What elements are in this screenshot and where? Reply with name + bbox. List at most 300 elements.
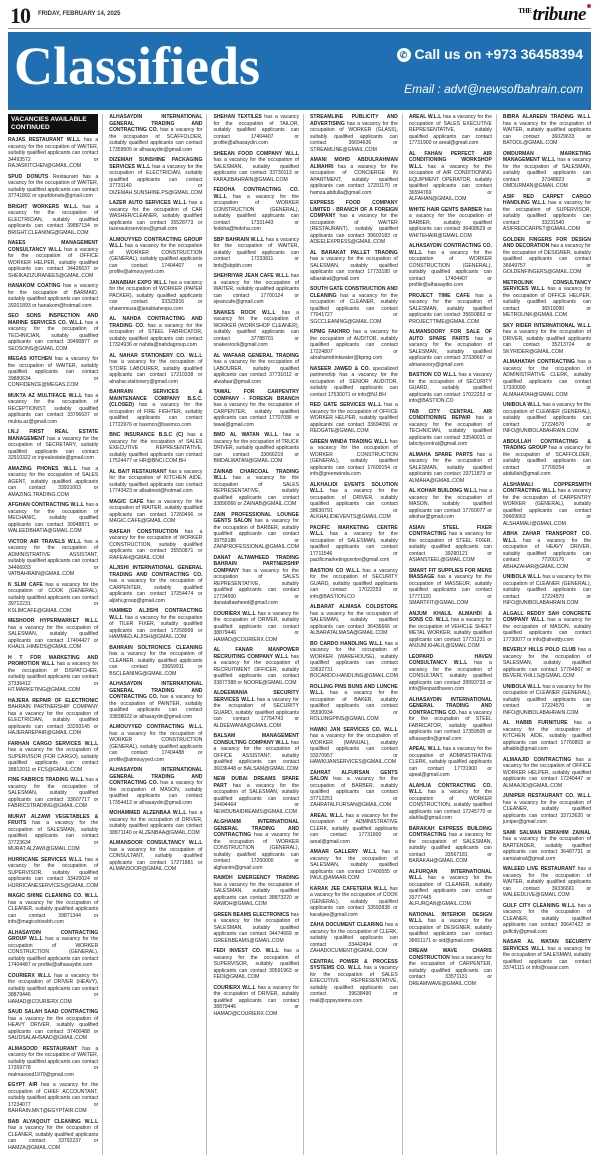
classified-ad bbox=[8, 582, 98, 615]
column-5 bbox=[409, 114, 497, 1155]
ad-body-text: has a vacancy for the occupation of ADMINISTRATIVE ASSISTANT, suitably qualified applicants can contact 34466933 or VATBAHRAIN@GMAIL.COM bbox=[8, 538, 99, 577]
classified-ad bbox=[310, 250, 398, 283]
ad-company-name: FARHAN CARGO SERVICES W.L.L bbox=[8, 740, 99, 747]
ad-company-name: BAB ALYAQOUT CLEANING W.L.L bbox=[8, 1118, 99, 1125]
ad-company-name: SAMI SALMAN EBRAHIM ZAINAL bbox=[502, 829, 591, 836]
classified-ad bbox=[310, 922, 398, 955]
classified-ad bbox=[409, 243, 492, 289]
ad-body-text: has a vacancy for the occupation of SUPERVISOR (FOR CARGO), suitably qualified applicants can contact 38812011 or FCS@GMAIL.COM bbox=[8, 747, 99, 773]
classified-ad bbox=[213, 733, 299, 772]
ad-company-name: UNIBOLA W.L.L bbox=[502, 574, 541, 580]
ad-body-text: has a vacancy for the occupation of CLEANER, suitably qualified applicants can contact 33659911 or BSCLEANING@GMAIL.COM bbox=[109, 651, 203, 677]
ad-company-name: ALKHALIDI EVENTS SOLUTION W.L.L bbox=[310, 481, 398, 494]
classified-ad bbox=[503, 114, 591, 147]
classified-ad bbox=[310, 286, 398, 325]
ad-body-text: has a vacancy for the occupation of WAITER, suitably qualified applicants can contact 39880634 or CONFIDENCE@MEGAS.COM bbox=[8, 356, 99, 388]
ad-company-name: VICTOR AIR TRAVELS W.L.L bbox=[8, 538, 82, 545]
ad-body-text: has a vacancy for the occupation of SUPERVISOR, suitably qualified applicants can contact 33231540 or ASIFREDCARPET@GMAIL.COM bbox=[502, 200, 591, 232]
ad-body-text: has a vacancy for the occupation of CARPENTER, suitably qualified applicants can contact 17707086 or tawal@gmail.com bbox=[213, 402, 299, 428]
ad-body-text: has a vacancy for the occupation of SALES AGENT, suitably qualified applicants can contact 33921003 or AMAZING.TRADING.COM bbox=[8, 465, 99, 498]
ad-body-text: has a vacancy for the occupation of CLEANER (GENERAL), suitably qualified applicants can contact 17224570 or INFO@UNIBOLABAHRAIN.COM bbox=[502, 574, 592, 606]
ad-body-text: has a vacancy for the occupation of SALESMAN, suitably qualified applicants can contact 17711546 or pacificmarketingcentre@gmail.com bbox=[310, 531, 398, 563]
ad-body-text: has a vacancy for the occupation of CLEANER (GENERAL), suitably qualified applicants can contact 17224570 or INFO@UNIBOLABAHRAIN.COM bbox=[502, 402, 592, 434]
classified-ad bbox=[109, 810, 202, 836]
ad-body-text: has a vacancy for the occupation of DESIGNER, suitably qualified applicants can contact 36649757 or GOLDENFINGERS@GMAIL.COM bbox=[502, 243, 591, 275]
classified-ad bbox=[213, 948, 299, 981]
classified-ad bbox=[503, 720, 591, 753]
ad-company-name: GULF CITY CLEANING W.L.L bbox=[502, 902, 576, 909]
ad-company-name: NASEER JAWED & CO. bbox=[310, 365, 370, 372]
ad-body-text: has a vacancy for the occupation of SALES REPRESENTATIVE, suitably qualified applicants can contact 33890066 or ZAINAB@GMAIL.COM bbox=[213, 475, 299, 507]
ad-company-name: ALFURQAN INTERNATIONAL W.L.L bbox=[408, 868, 492, 881]
ad-body-text: has a vacancy for the occupation of BARMAID, suitably qualified applicants can contact 39201893 or hanakom@hotmail.com bbox=[8, 283, 99, 309]
ad-body-text: has a vacancy for the occupation of WORKER (WORKSHOP CLEANER), suitably qualified applicants can contact 37788701 or snakesrock@gmail.com bbox=[213, 309, 299, 348]
ad-company-name: BASTION CO W.L.L bbox=[310, 567, 360, 574]
ad-body-text: has a vacancy for the occupation of COOK (GENERAL), suitably qualified applicants can contact 39712231 or KSLIMCAFE@GMAIL.COM bbox=[8, 581, 99, 614]
ad-company-name: METROLINK CONSULTANCY SERVICES W.L.L bbox=[502, 279, 591, 292]
ad-body-text: has a vacancy for the occupation of WORKER CONSTRUCTION, suitably qualified applicants can contact 17245770 or alahlia@gmail.com bbox=[408, 789, 492, 821]
ad-company-name: JUNIPER RESTAURANT CO. W.L.L bbox=[502, 793, 591, 799]
ad-body-text: has a vacancy for the occupation of STORE LABOURER, suitably qualified applicants can contact 17210338 or alnahar.stationery@gmail.com bbox=[109, 359, 203, 385]
banner-email: Email : advt@newsofbahrain.com bbox=[404, 82, 583, 96]
ad-body-text: has a vacancy for the occupation of DRIVER (HEAVY), suitably qualified applicants can contact 38879446 or HAMAD@COURIERX.COM bbox=[8, 972, 99, 1005]
ad-body-text: has a vacancy for the occupation of CHIEF ACCOUNTANT, suitably qualified applicants can contact 17234077 or BAHRAIN.MKT@EGYPTAIR.COM bbox=[8, 1082, 99, 1114]
classified-ad bbox=[503, 757, 591, 790]
classified-ad bbox=[310, 727, 398, 766]
ad-body-text: has a vacancy for the occupation of TECHNICIAN, suitably qualified applicants can contact 39490877 or SEOSONS@GMAIL.COM bbox=[8, 319, 99, 352]
ad-company-name: AL FAHAN PERFECT AIR CONDITIONING WORKSHOP W.L.L bbox=[408, 150, 492, 170]
ad-company-name: COURIERX W.L.L bbox=[213, 984, 256, 991]
ad-body-text: has a vacancy for the occupation of WAITER (RESTAURANT), suitably qualified applicants can contact 39603183 or ADEELEXPRESS@GMAIL.COM bbox=[310, 213, 398, 245]
classified-ad bbox=[109, 499, 202, 525]
ad-company-name: EXPRESS FOOD COMPANY LIMITED - BRANCH OF A FOREIGN COMPANY bbox=[310, 200, 398, 219]
classified-ad bbox=[213, 310, 299, 349]
ad-body-text: has a vacancy for the occupation of DRIVER, suitably qualified applicants can contact 38879446 or HAMAD@COURIERX.COM bbox=[213, 984, 300, 1017]
ad-body-text: has a vacancy for the occupation of CLEANER, suitably qualified applicants can contact 39647422 or gulfcity@gmail.com bbox=[502, 902, 591, 935]
ad-company-name: AFGHAN CONTRACTING W.L.L bbox=[8, 502, 85, 508]
ad-company-name: ANJUM KHALIL ALMAHDI & SONS CO. W.L.L bbox=[408, 610, 492, 623]
ad-company-name: HAJERA REPAIR OF ELECTRONIC bbox=[8, 697, 99, 704]
ad-body-text: has a vacancy for the occupation of CLEANER, suitably qualified applicants can contact 33792237 or HAMZA@GMAIL.COM bbox=[8, 1125, 99, 1151]
ad-company-name: SMART FIT SUPPLIES FOR MENS MASSAGE bbox=[408, 567, 492, 580]
ad-company-name: ALJISHI INTERNATIONAL GENERAL TRADING AND CONTRACTING CO. bbox=[109, 565, 203, 578]
ad-company-name: MURAT ALZAWI VEGETABLES & FRUITS bbox=[8, 813, 99, 826]
classified-columns bbox=[8, 114, 592, 1151]
ad-company-name: AL FANAR MANPOWER RECRUITING COMPANY W.L.L bbox=[213, 647, 299, 660]
classified-ad bbox=[8, 240, 98, 279]
ad-body-text: has a vacancy for the occupation of SALESMAN, suitably qualified applicants can contact 34474669 or GREENBEAMS@GMAIL.COM bbox=[213, 911, 299, 944]
classified-ad bbox=[213, 237, 299, 270]
classified-ad bbox=[213, 187, 299, 233]
ad-body-text: has a vacancy for the occupation of DRIVER, suitably qualified applicants can contact 35213724 or SKYRIDER@GMAIL.COM bbox=[502, 329, 591, 355]
ad-body-text: has a vacancy for the occupation of WORKER CONSTRUCTION (GENERAL), suitably qualified applicants can contact 17331443 or fedoha@fedoha.com bbox=[213, 193, 299, 232]
ad-company-name: UNIBOLA W.L.L bbox=[502, 402, 541, 408]
ad-body-text: has a vacancy for the occupation of WAITER, suitably qualified applicants can contact 34493572 or RAJASKITCHEN@GMAIL.COM bbox=[8, 137, 99, 169]
ad-company-name: RAJAS RESTAURANT W.L.L bbox=[8, 137, 81, 143]
ad-body-text: has a vacancy for the occupation of SALESMAN, suitably qualified applicants can contact 17733180 or albarakat@gmail.com bbox=[310, 256, 398, 282]
ad-company-name: BALSAM MANAGEMENT CONSULTING COMPANY W.L.L bbox=[213, 733, 299, 746]
ad-company-name: PACIFIC MARKETING CENTRE W.L.L bbox=[310, 524, 398, 537]
ad-body-text: has a vacancy for the occupation of SALES EXECUTIVE REPRESENTATIVE, suitably qualified applicants can contact 17524477 or HR@BNCI.COM.BH bbox=[109, 432, 203, 464]
ad-body-text: has a vacancy for the occupation of WORKER CONSTRUCTION (GENERAL), suitably qualified applicants can contact 17600154 or info@greenwinda.com bbox=[310, 438, 398, 477]
classified-ad bbox=[213, 985, 299, 1018]
ad-company-name: KARAK JEE CAFETERIA W.L.L bbox=[310, 885, 388, 892]
classified-ad bbox=[109, 432, 202, 465]
ad-body-text: has a vacancy for the occupation of SALESMAN, suitably qualified applicants can contact 17404427 or KHALIL.HIMEDS@GMAIL.COM bbox=[8, 624, 99, 650]
ad-body-text: has a vacancy for the occupation of ADMINISTRATIVE CLERK, suitably qualified applicants can contact 17731900 or apeal@gmail.com bbox=[408, 746, 492, 778]
ad-body-text: has a vacancy for the occupation of DRIVER, suitably qualified applicants can contact 38879446 or HAMAD@COURIERX.COM bbox=[213, 610, 300, 643]
classified-ad bbox=[310, 157, 398, 196]
classified-ad bbox=[109, 157, 202, 196]
ad-company-name: SAUD SALAH SAAD CONTRACTING bbox=[8, 1009, 99, 1015]
ad-company-name: ALHASAYDIN CONTRACTING GROUP W.L.L bbox=[8, 929, 99, 942]
classified-ad bbox=[213, 389, 299, 428]
classified-ad bbox=[109, 681, 202, 720]
ad-body-text: has a vacancy for the occupation of OFFICE HELPER, suitably qualified applicants can contact 36519090 or METROLINK@GMAIL.COM bbox=[502, 286, 592, 318]
ad-body-text: has a vacancy for the occupation of SALESMAN, suitably qualified applicants can contact 37348823 or OMDURMAN@GMAIL.COM bbox=[502, 157, 591, 189]
ad-body-text: has a vacancy for the occupation of CARPENTER, suitably qualified applicants can contact 33571131 or DREAMWAVE@GMAIL.COM bbox=[408, 954, 492, 987]
classifieds-banner bbox=[8, 32, 591, 110]
ad-company-name: BO CARDO HANDLING W.L.L bbox=[310, 640, 383, 647]
classified-ad bbox=[503, 402, 591, 435]
classified-ad bbox=[8, 618, 98, 651]
ad-body-text: has a vacancy for the occupation of SALESMAN, suitably qualified applicants can contact 36436666 or ALBARATALMASA@GMAIL.COM bbox=[310, 610, 398, 636]
classified-ad bbox=[503, 482, 591, 528]
ad-body-text: has a vacancy for the occupation of SECRETARY, suitably qualified applicants can contact 32910322 or injrealestate@gmail.com bbox=[8, 435, 99, 461]
ad-company-name: HAMMED ALJISHI CONTRACTING W.L.L bbox=[109, 608, 203, 621]
ad-company-name: APEAL W.L.L bbox=[408, 746, 442, 752]
ad-company-name: ALHASAYDIN INTERNATIONAL GENERAL TRADING AND CONTRACTING CO. bbox=[109, 114, 203, 133]
banner-phone bbox=[397, 46, 584, 62]
ad-company-name: FEDOHA CONTRACTING CO. W.L.L bbox=[213, 187, 299, 200]
ad-body-text: has a vacancy for the occupation of SECURITY GUARD, suitably qualified applicants can contact 17022253 or info@BASTION.CO bbox=[310, 567, 398, 600]
ad-body-text: has a vacancy for the occupation of MECHANIC, suitably qualified applicants can contact 39948871 or WALEEDBHATIA@GMAIL.COM bbox=[8, 502, 99, 534]
classified-ad bbox=[409, 826, 492, 865]
classified-ad bbox=[213, 151, 299, 184]
ad-company-name: SOUTH GATE CONSTRUCTION AND CLEANING bbox=[310, 286, 398, 299]
banner-title: Classifieds bbox=[14, 36, 261, 96]
ad-body-text: has a vacancy for the occupation of BARBER, suitably qualified applicants can contact 37712251 or ZAHRATALFURSAN@GMAIL.COM bbox=[310, 776, 398, 808]
ad-company-name: ALMOUYYED CONTRACTING W.L.L bbox=[109, 724, 203, 730]
ad-company-name: ALMANSOOR CONSULTANCY W.L.L bbox=[109, 840, 203, 846]
ad-body-text: has a vacancy for the occupation of SALESMAN, suitably qualified applicants can contact 37338667 or almansoory@gmail.com bbox=[408, 335, 492, 368]
classified-ad bbox=[213, 114, 299, 147]
classified-ad bbox=[310, 439, 398, 478]
ad-company-name: ALGHANIM INTERNATIONAL GENERAL TRADING AND CONTRACTING bbox=[213, 819, 299, 838]
ad-company-name: OMDURMAN MARKETING MANAGEMENT W.L.L bbox=[502, 150, 591, 163]
ad-company-name: ALMAHATAH CONTRACTING bbox=[502, 359, 575, 365]
classified-ad bbox=[109, 237, 202, 276]
classified-ad bbox=[310, 849, 398, 882]
classified-ad bbox=[8, 1119, 98, 1152]
classified-ad bbox=[409, 207, 492, 240]
ad-body-text: has a vacancy for the occupation of TRUCK DRIVER, suitably qualified applicants can contact 33066219 or BMDALWATAN@GMAIL.COM bbox=[213, 432, 299, 464]
classified-ad bbox=[503, 903, 591, 936]
ad-company-name: AL BARAKAT PALLET TRADING bbox=[310, 249, 398, 256]
classified-ad bbox=[213, 353, 299, 386]
ad-company-name: EGYPT AIR bbox=[8, 1082, 38, 1088]
ad-company-name: NATIONAL INTERIOR DESIGN W.L.L bbox=[408, 911, 492, 924]
classified-ad bbox=[503, 939, 591, 972]
ad-company-name: AMAAR GALLERY W.L.L bbox=[310, 849, 377, 855]
classified-ad bbox=[109, 316, 202, 349]
ad-company-name: LAZER AUTO SERVICES W.L.L bbox=[109, 200, 187, 206]
ad-company-name: ZAINAB CHARCOAL TRADING W.L.L bbox=[213, 468, 299, 481]
classified-ad bbox=[310, 568, 398, 601]
ad-body-text: has a vacancy for the occupation of CARPENTRY WORKER (GENERAL), suitably qualified applicants can contact 39669663 or ALSHAMALI@GMAIL.COM bbox=[502, 488, 591, 527]
classified-ad bbox=[503, 531, 591, 570]
classified-ad bbox=[8, 174, 98, 200]
ad-company-name: MOHAMMED ALZENBAA W.L.L bbox=[109, 810, 187, 816]
ad-company-name: SKY RIDER INTERNATIONAL W.L.L bbox=[502, 322, 591, 329]
ad-body-text: has a vacancy for the occupation of LABOURER, suitably qualified applicants can contact 37731012 or alwafaar@gmail.com bbox=[213, 359, 299, 385]
ad-body-text: has a vacancy for the occupation of AIR CONDITIONING EQUIPMENT OPERATOR, suitably qualified applicants can contact 36594769 or ALFAHAN@GMAIL.COM bbox=[408, 163, 492, 202]
classified-ad bbox=[8, 393, 98, 426]
ad-company-name: STREAMLINE PUBLICITY AND ADVERTISING bbox=[310, 114, 398, 127]
ad-body-text: has a vacancy for the occupation of SALESMAN, suitably qualified applicants can contact 37723634 or MURAT.ALZAWI@GMAIL.COM bbox=[8, 820, 99, 852]
ad-body-text: has a vacancy for the occupation of ELECTRICIAN, suitably qualified applicants can contact 37731140 or DIZEMAH.SUNSHINE.PS@GMAIL.COM bbox=[109, 163, 203, 196]
page-header bbox=[8, 3, 591, 29]
classified-ad bbox=[503, 359, 591, 398]
ad-body-text: has a vacancy for the occupation of WORKER (MANUAL), suitably qualified applicants can contact 33370957 or HAWKIJANSERVICES@GMAIL.COM bbox=[310, 733, 398, 765]
ad-company-name: NASAR AL WATAN SECURITY SERVICES W.L.L bbox=[502, 939, 591, 952]
ad-company-name: GREEN BEAMS ELECTRONICS bbox=[213, 911, 290, 918]
ad-company-name: ALMOUYYED CONTRACTING GROUP W.L.L bbox=[109, 236, 203, 249]
ad-body-text: specialized partnership has a vacancy for the occupation of SENIOR AUDITOR, suitably qualified applicants can contact 17530071 or info@NJ.BH bbox=[310, 365, 398, 398]
classified-ad bbox=[8, 857, 98, 890]
ad-body-text: has a vacancy for the occupation of OFFICE WORKER HELPER, suitably qualified applicants can contact 34426637 or SHEIKAZIZURANEES@GMAIL.COM bbox=[8, 246, 99, 279]
ad-company-name: ALDEEWANIA SECURITY SERVICES W.L.L bbox=[213, 690, 299, 703]
ad-body-text: has a vacancy for the occupation of SECURITY GUARD, suitably qualified applicants can contact 17022253 or info@BASTION.CO bbox=[408, 372, 492, 404]
ad-body-text: has a vacancy for the occupation of RECEPTIONIST, suitably qualified applicants can contact 33796637 or mukta.az@gmail.com bbox=[8, 392, 99, 425]
ad-body-text: has a vacancy for the occupation of CONSULTANT, suitably qualified applicants can contact 39993733 or info@leopardhaven.com bbox=[408, 660, 492, 692]
ad-company-name: ALMAAJID CONTRACTING bbox=[502, 756, 572, 763]
ad-company-name: ALHASAYDIN CONTRACTING CO. W.L.L bbox=[408, 243, 492, 256]
ad-body-text: has a vacancy for the occupation of MASON, suitably qualified applicants can contact 17730077 or info@alreddy.com bbox=[502, 617, 592, 643]
ad-company-name: ALHASAYDIN INTERNATIONAL GENERAL TRADING AND CONTRACTING CO. bbox=[109, 767, 203, 786]
section-heading: VACANCIES AVAILABLE CONTINUED bbox=[8, 114, 98, 134]
ad-company-name: COURIERX W.L.L bbox=[213, 610, 256, 617]
ad-company-name: ASIAN STEEL FIXER CONTRACTING bbox=[408, 524, 492, 537]
ad-body-text: has a vacancy for the occupation of KITCHEN AIDE, suitably qualified applicants can contact 17743423 or albaitrest@hotmail.com bbox=[109, 468, 203, 494]
issue-date: FRIDAY, FEBRUARY 14, 2025 bbox=[38, 11, 121, 17]
ad-body-text: has a vacancy for the occupation of CLERK, suitably qualified applicants can contact 33442494 or ZAHADOCUMENT@GMAIL.COM bbox=[310, 922, 398, 954]
ad-body-text: has a vacancy for the occupation of AUDITOR, suitably qualified applicants can contact 17224807 or abrahamdrinkwater@kpmg.com bbox=[310, 329, 398, 361]
classified-ad bbox=[213, 819, 299, 871]
classified-ad bbox=[503, 574, 591, 607]
ad-body-text: has a vacancy for the occupation of SALES EXECUTIVE REPRESENTATIVE, suitably qualified applicants can contact 17731900 or areal@gmail.com bbox=[408, 114, 492, 146]
ad-body-text: has a vacancy for the occupation of WORKER (WAREHOUSE), suitably qualified applicants can contact 33632731 or BOCARDO.HANDLING@GMAIL.COM bbox=[310, 640, 398, 679]
ad-company-name: DANAT ALTAWHEED TRADING BAHRAIN PARTNERSHIP COMPANY bbox=[213, 554, 299, 574]
classified-ad bbox=[8, 893, 98, 926]
classified-ad bbox=[503, 647, 591, 680]
masthead-prefix: THE bbox=[518, 6, 532, 15]
ad-company-name: AL KOHAR BUILDING W.L.L bbox=[408, 488, 478, 494]
ad-body-text: has a vacancy for the occupation of TAILOR, suitably qualified applicants can contact 17404407 or profile@alhasaydin.com bbox=[213, 114, 300, 146]
ad-body-text: has a vacancy for the occupation of SECURITY GUARD, suitably qualified applicants can contact 17754743 or ALDEEWANIA@GMAIL.COM bbox=[213, 696, 299, 729]
classified-ad bbox=[409, 746, 492, 779]
ad-company-name: MEGAS KITCHEN bbox=[8, 356, 52, 362]
classified-ad bbox=[310, 525, 398, 564]
masthead-name: tribune bbox=[532, 4, 586, 25]
ad-company-name: UNIBOLA W.L.L bbox=[502, 683, 541, 690]
classified-ad bbox=[310, 402, 398, 435]
classified-ad bbox=[8, 741, 98, 774]
column-4 bbox=[310, 114, 403, 1155]
ad-company-name: AL NAHDA CONTRACTING AND TRADING CO. bbox=[109, 316, 203, 329]
classified-ad bbox=[503, 323, 591, 356]
classified-ad bbox=[109, 529, 202, 562]
ad-company-name: ALMAHA SPARE PARTS bbox=[408, 451, 473, 458]
ad-body-text: has a vacancy for the occupation of SUPERVISOR, suitably qualified applicants can contact 33420024 or HURRICANESERVICES@GMAIL.COM bbox=[8, 856, 99, 889]
ad-body-text: has a vacancy for the occupation of SALESMAN, suitably qualified applicants can contact 38873220 or RAWDH@GMAIL.COM bbox=[213, 881, 299, 907]
ad-company-name: GOLDEN FINGERS FOR DESIGN AND DECORATION bbox=[502, 236, 591, 249]
classified-ad bbox=[503, 866, 591, 899]
ad-company-name: ALAHLIA CONTRACTING CO. W.L.L bbox=[408, 782, 492, 795]
column-1 bbox=[8, 114, 103, 1155]
ad-body-text: has a vacancy for the occupation of BARBER, suitably qualified applicants can contact 39755186 or ZAINPROFESSIONAL@GMAIL.COM bbox=[213, 518, 300, 550]
ad-company-name: K SLIM CAFE bbox=[8, 581, 43, 588]
ad-company-name: ZAIN PROFESSIONAL LOUNGE GENTS SALON bbox=[213, 511, 299, 524]
ad-body-text: has a vacancy for the occupation of MASSEUR, suitably qualified applicants can contact 17771120 or SMARTFIT@GMAIL.COM bbox=[408, 574, 492, 606]
ad-company-name: PROJECT TIME CAFE bbox=[408, 292, 470, 299]
ad-body-text: has a vacancy for the occupation of PAINTER, suitably qualified applicants can contact 33838022 or alhasaydin@gmail.com bbox=[109, 694, 203, 720]
ad-body-text: has a vacancy for the occupation of SALESMAN, suitably qualified applicants can contact 35650862 or PROJECTTIME@GMAIL.COM bbox=[408, 292, 492, 325]
ad-body-text: has a vacancy for the occupation of CLEANER (GENERAL), suitably qualified applicants can contact 17224570 or INFO@UNIBOLABAHRAIN.COM bbox=[502, 683, 592, 716]
ad-body-text: has a vacancy for the occupation of SALESMAN, suitably qualified applicants can contact 17400555 or PAUL@AMAAR.COM bbox=[310, 849, 398, 881]
ad-body-text: has a vacancy for the occupation of HEAVY DRIVER, suitably qualified applicants can contact 77200170 or ABHAZAHAR@GMAIL.COM bbox=[502, 537, 592, 570]
ad-company-name: AL NAHAR STATIONERY CO. W.L.L bbox=[109, 352, 203, 359]
classified-ad bbox=[213, 273, 299, 306]
classified-ad bbox=[409, 948, 492, 987]
ad-company-name: RAWDH EMERGENCY TRADING bbox=[213, 875, 299, 881]
classified-ad bbox=[109, 280, 202, 313]
banner-phone-text: Call us on +973 36458394 bbox=[414, 46, 583, 62]
ad-body-text: has a vacancy for the occupation of WAITER, suitably qualified applicants can contact 17260496 or MAGIC.CAFE@GMAIL.COM bbox=[109, 498, 203, 524]
ad-body-text: has a vacancy for the occupation of OFFICE WORKER HELPER, suitably qualified applicants can contact 33694056 or REDGATE@GMAIL.COM bbox=[310, 402, 398, 434]
classified-ad bbox=[8, 429, 98, 462]
ad-body-text: has a vacancy for the occupation of DRIVER, suitably qualified applicants can contact 38871140 or ALZENBAA@GMAIL.COM bbox=[109, 810, 203, 836]
classified-ad bbox=[409, 329, 492, 368]
classified-ad bbox=[109, 840, 202, 873]
classified-ad bbox=[213, 555, 299, 607]
ad-body-text: has a vacancy for the occupation of SALESMAN, suitably qualified applicants can contact 33607717 or FABRICSTRADING@GMAIL.COM bbox=[8, 777, 99, 809]
classified-ad bbox=[8, 973, 98, 1006]
ad-body-text: has a vacancy for the occupation of SCAFFOLDER, suitably qualified applicants can contact 17709254 or abdullah@gmail.com bbox=[502, 445, 592, 477]
classified-ad bbox=[109, 200, 202, 233]
classified-ad bbox=[409, 611, 492, 650]
classified-ad bbox=[310, 604, 398, 637]
classified-ad bbox=[409, 409, 492, 448]
classified-ad bbox=[310, 366, 398, 399]
ad-body-text: BAHRAIN PARTNERSHIP COMPANY has a vacancy for the occupation of ELECTRICIAN, suitably qualified applicants can contact 33293145 or HAJERAREPAIR@GMAIL.COM bbox=[8, 704, 99, 736]
ad-body-text: has a vacancy for the occupation of SUPERVISOR, suitably qualified applicants can contact 39591963 or FEDI@GMAIL.COM bbox=[213, 948, 299, 980]
column-3 bbox=[213, 114, 304, 1155]
classified-ad bbox=[8, 137, 98, 170]
ad-body-text: has a vacancy for the occupation of STEEL FABRICATOR, suitably qualified applicants can contact 17324936 or nahda@nahdagroup.com bbox=[109, 322, 203, 348]
classified-ad bbox=[310, 200, 398, 246]
ad-company-name: NAEES MANAGEMENT CONSULTANCY W.L.L bbox=[8, 240, 99, 253]
ad-body-text: has a vacancy for the occupation of ELECTRICIAN, suitably qualified applicants can contact 39887134 or BRIGHT.CLEANING@GMAIL.COM bbox=[8, 203, 99, 236]
column-2 bbox=[109, 114, 207, 1155]
ad-company-name: TAWAL FOR CARPENTRY COMPANY - FOREIGN BRANCH bbox=[213, 389, 299, 402]
ad-company-name: SHEHRIYAR JEAN CAFE W.L.L bbox=[213, 273, 290, 279]
ad-body-text: has a vacancy for the occupation of WAITER, suitably qualified applicants can contact 39336661 or WALEEDLIVE@GMAIL.COM bbox=[502, 866, 592, 898]
ad-company-name: ZAHRAT ALFURSAN GENTS SALON bbox=[310, 769, 398, 782]
ad-company-name: MUKTA AZ MULTIFACE W.L.L bbox=[8, 392, 83, 399]
ad-company-name: BAHRAIN SERVICES & MAINTENANCE COMPANY B.S.C. (CLOSED) bbox=[109, 389, 203, 408]
ad-company-name: AL WAFAAR GENERAL TRADING bbox=[213, 352, 299, 359]
classified-ad bbox=[409, 372, 492, 405]
ad-company-name: FEDI INVEST CO. W.L.L bbox=[213, 948, 280, 954]
ad-company-name: SHEEAN FOOD COMPANY W.L.L bbox=[213, 150, 299, 157]
ad-company-name: WALEED LIVE RESTAURANT bbox=[502, 866, 576, 872]
ad-body-text: has a vacancy for the occupation of TILER FIXER, suitably qualified applicants can contact 17258999 or HAMMED.ALJISHI@GMAIL.COM bbox=[109, 614, 203, 640]
ad-body-text: has a vacancy for the occupation of SALES REPRESENTATIVE, suitably qualified applicants can contact 17734500 or danataltawheed@gmail.com bbox=[213, 567, 299, 606]
classified-ad bbox=[213, 432, 299, 465]
classified-ad bbox=[213, 647, 299, 686]
classified-ad bbox=[310, 886, 398, 919]
ad-company-name: KPMG FAKHRO bbox=[310, 329, 350, 335]
ad-body-text: has a vacancy for the occupation of SCAFFOLDER, suitably qualified applicants can contact 17359505 or alhasaydin@gmail.com bbox=[109, 127, 203, 153]
ad-body-text: has a vacancy for the occupation of DESIGNER, suitably qualified applicants can contact 36651171 or nid@gmail.com bbox=[408, 918, 492, 944]
classified-ad bbox=[503, 237, 591, 276]
ad-company-name: BAHRAIN SOLTRONICS CLEANING bbox=[109, 644, 203, 651]
ad-body-text: has a vacancy for the occupation of CONCIERGE IN APARTMENT, suitably qualified applicants can contact 17291170 or hamza.abdulla@gmail.com bbox=[310, 163, 398, 196]
classified-ad bbox=[8, 313, 98, 352]
classified-ad bbox=[8, 283, 98, 309]
ad-company-name: ABDULLAH CONTRACTING & TRADING GROUP bbox=[502, 438, 591, 451]
ad-body-text: has a vacancy for the occupation of WAITER, suitably qualified applicants can contact 17269778 or malmasood1979@gmail.com bbox=[8, 1045, 99, 1078]
ad-body-text: has a vacancy for the occupation of COOK (GENERAL), suitably qualified applicants can contact 33592838 or karakjee@gmail.com bbox=[310, 885, 398, 918]
ad-body-text: has a vacancy for the occupation of SALESMAN, suitably qualified applicants can contact 33730113 or FARAJIBAHRAIN@GMAIL.COM bbox=[213, 157, 299, 183]
classified-ad bbox=[409, 114, 492, 147]
ad-body-text: has a vacancy for the occupation of WORKER CONSTRUCTION (GENERAL), suitably qualified applicants can contact 17404487 or profile@alhasaydin.com bbox=[8, 936, 99, 968]
ad-body-text: has a vacancy for the occupation of STEEL FIXER, suitably qualified applicants can contact 39290121 or ASIANSTEEL@GMAIL.COM bbox=[408, 531, 492, 563]
ad-body-text: has a vacancy for the occupation of STEEL FABRICATOR, suitably qualified applicants can contact 17359505 or alhasaydin@gmail.com bbox=[408, 709, 492, 742]
ad-body-text: has a vacancy for the occupation of SALESMAN, suitably qualified applicants can contact 33741111 or info@nasar.com bbox=[502, 945, 592, 971]
ad-company-name: GREEN WINDA TRADING W.L.L bbox=[310, 438, 388, 445]
ad-company-name: I.N.J FIRST REAL ESTATE MANAGEMENT bbox=[8, 429, 99, 442]
ad-company-name: SNAKES ROCK W.L.L bbox=[213, 309, 276, 316]
classified-ad bbox=[503, 793, 591, 826]
ad-body-text: has a vacancy for the occupation of WORKER (GLASS), suitably qualified applicants can contact 36694636 or STREAMLINE@GMAIL.COM bbox=[310, 120, 398, 153]
ad-body-text: has a vacancy for the occupation of SALES EXECUTIVE REPRESENTATIVE, suitably qualified applicants can contact 39638490 or mail@cppsystems.com bbox=[310, 965, 398, 1004]
classified-ad bbox=[310, 813, 398, 846]
classified-ad bbox=[409, 452, 492, 485]
ad-company-name: NEW DUBAI DREAMS SPARE PART bbox=[213, 776, 299, 789]
ad-body-text: has a vacancy for the occupation of CLEANER, suitably qualified applicants can contact 39871344 or info@magicshinebh.com bbox=[8, 899, 99, 925]
page-number: 10 bbox=[10, 3, 30, 28]
ad-company-name: WHITE HAIR GENTS BARBER bbox=[408, 206, 483, 213]
ad-body-text: has a vacancy for the occupation of FIRE FIGHTER, suitably qualified applicants can contact 17722976 or basmco@basmco.com bbox=[109, 402, 203, 428]
ad-body-text: has a vacancy for the occupation of WAITER, suitably qualified applicants can contact 17700124 or sjeancafe@gmail.com bbox=[213, 273, 300, 305]
ad-body-text: has a vacancy for the occupation of WORKER CONSTRUCTION (GENERAL), suitably qualified applicants can contact 17250000 or alghanim@gmail.com bbox=[213, 832, 299, 871]
ad-company-name: TAB CITY CENTRAL AIR CONDITIONING REPAIR bbox=[408, 408, 492, 421]
ad-body-text: has a vacancy for the occupation of WAITER, suitably qualified applicants can contact 36029633 or BATOOL@GMAIL.COM bbox=[502, 120, 591, 146]
classified-ad bbox=[409, 783, 492, 822]
ad-company-name: HURRICANE SERVICES W.L.L bbox=[8, 856, 83, 863]
ad-company-name: AREAL W.L.L bbox=[310, 812, 344, 819]
classified-ad bbox=[109, 645, 202, 678]
classified-ad bbox=[409, 697, 492, 743]
classified-ad bbox=[8, 814, 98, 853]
ad-body-text: has a vacancy for the occupation of WORKER CONSTRUCTION (GENERAL), suitably qualified applicants can contact 17404407 or profile@alhasaydin.com bbox=[408, 249, 492, 288]
ad-body-text: has a vacancy for the occupation of CARPENTER, suitably qualified applicants can contact 17254474 or aljishi.group@gmail.com bbox=[109, 578, 203, 604]
ad-company-name: MAGIC SHINE CLEANING CO. W.L.L bbox=[8, 893, 99, 899]
ad-company-name: AMAZING PHONES W.L.L bbox=[8, 465, 78, 472]
ad-company-name: RAFEAH CONSTRUCTION bbox=[109, 528, 179, 535]
